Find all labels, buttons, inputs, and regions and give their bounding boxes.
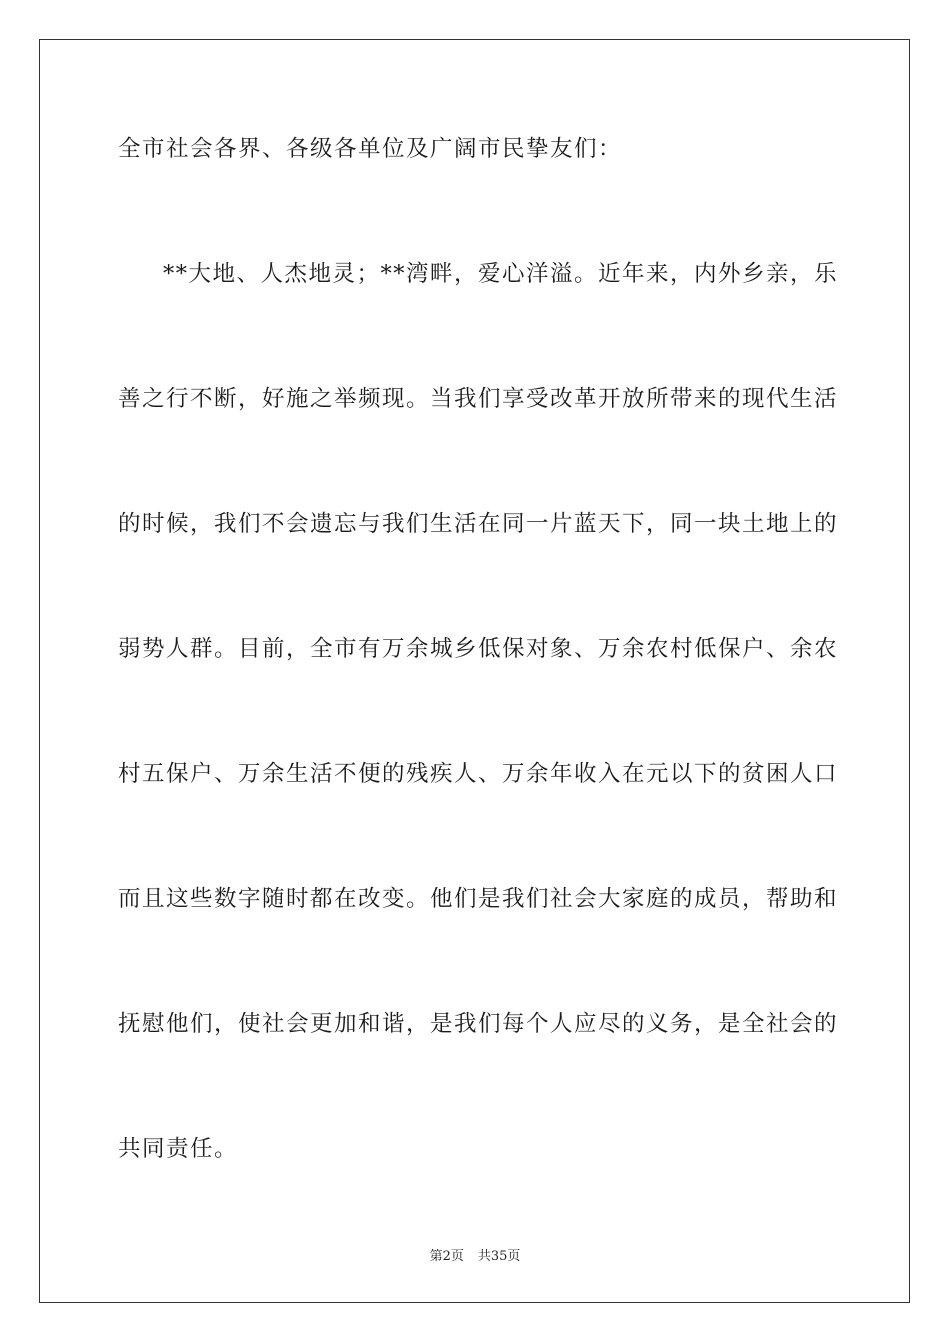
body-line-4: 弱势人群。目前，全市有万余城乡低保对象、万余农村低保户、余农 (118, 636, 839, 662)
body-line-3: 的时候，我们不会遗忘与我们生活在同一片蓝天下，同一块土地上的 (118, 511, 839, 537)
body-line-1: **大地、人杰地灵；**湾畔，爱心洋溢。近年来，内外乡亲，乐 (163, 261, 839, 287)
salutation-line: 全市社会各界、各级各单位及广阔市民挚友们： (118, 136, 623, 162)
body-line-5: 村五保户、万余生活不便的残疾人、万余年收入在元以下的贫困人口 (118, 761, 839, 787)
body-line-2: 善之行不断，好施之举频现。当我们享受改革开放所带来的现代生活 (118, 386, 839, 412)
body-line-8: 共同责任。 (118, 1136, 239, 1162)
page-total: 共35页 (477, 1249, 521, 1264)
page-border (39, 39, 910, 1303)
page-footer (0, 1248, 950, 1266)
body-line-6: 而且这些数字随时都在改变。他们是我们社会大家庭的成员，帮助和 (118, 886, 839, 912)
page-number: 第2页 (429, 1249, 464, 1264)
body-line-7: 抚慰他们，使社会更加和谐，是我们每个人应尽的义务，是全社会的 (118, 1011, 839, 1037)
